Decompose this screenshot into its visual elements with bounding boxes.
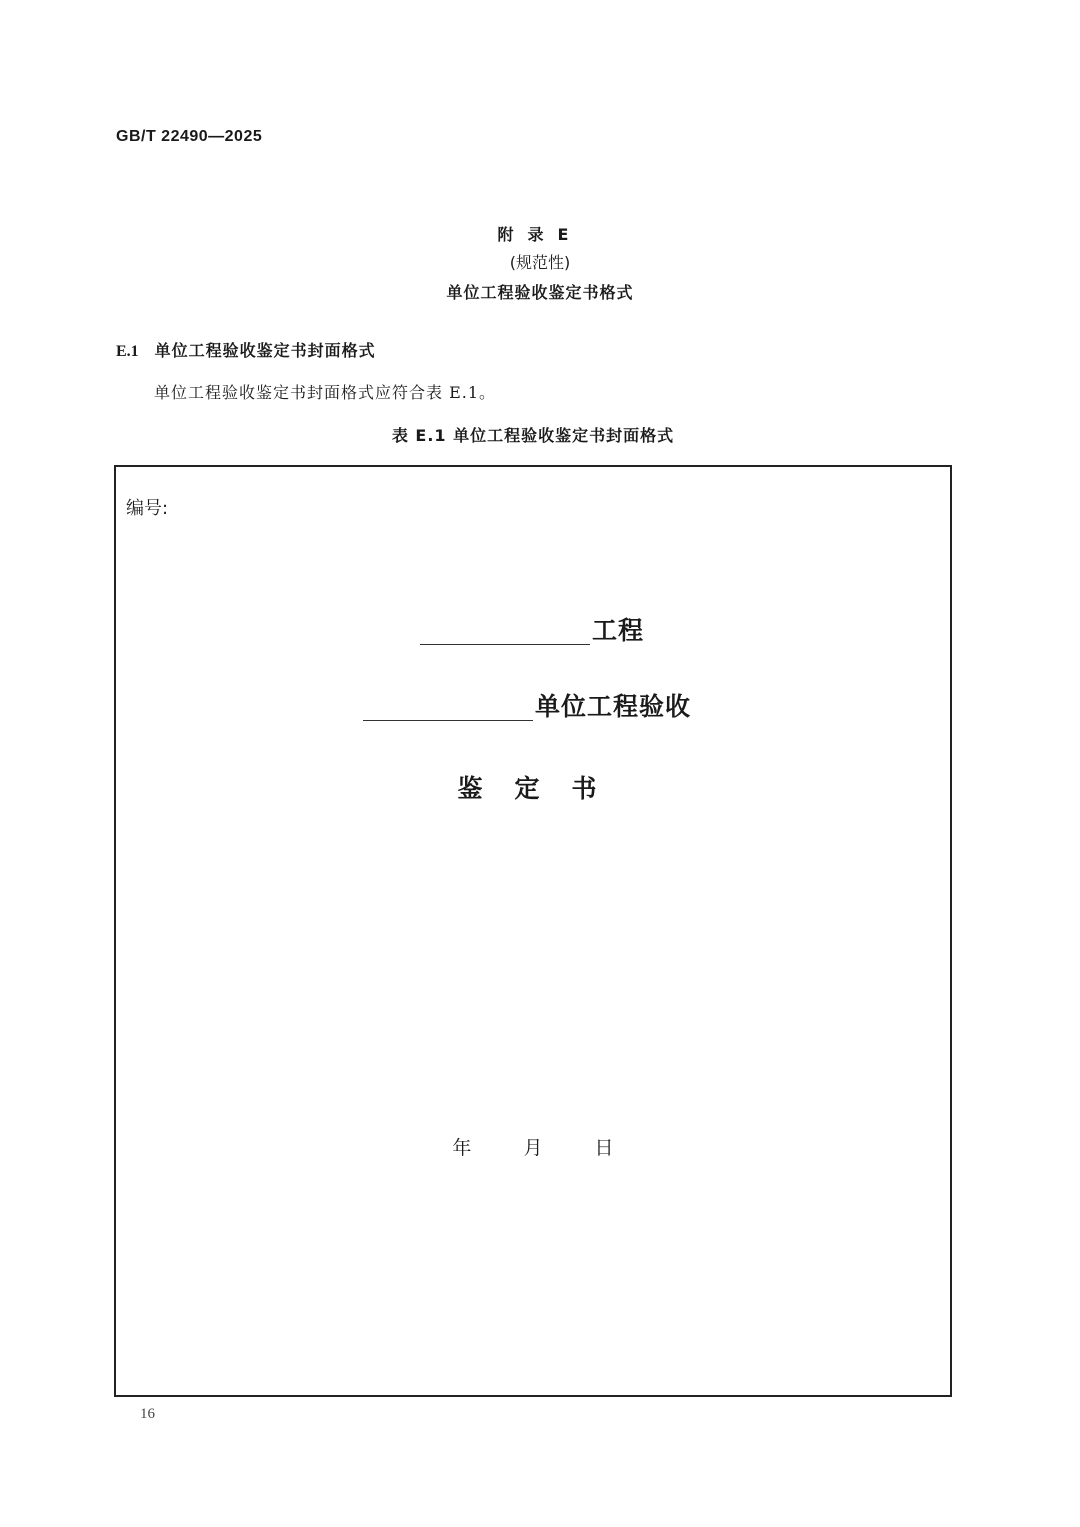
- table-caption: 表 E.1 单位工程验收鉴定书封面格式: [391, 426, 675, 445]
- unit-name-blank: [363, 698, 533, 721]
- date-day: 日: [594, 1137, 614, 1159]
- cover-format-box: [114, 465, 952, 1397]
- unit-name-row: [363, 693, 691, 721]
- standard-code: GB/T 22490—2025: [116, 128, 263, 145]
- project-name-blank: [420, 622, 590, 645]
- appendix-title: 附录E: [497, 225, 583, 244]
- section-number: E.1: [116, 343, 139, 360]
- serial-number-label: 编号:: [126, 498, 169, 519]
- section-heading: [116, 338, 376, 361]
- project-name-row: [420, 617, 644, 645]
- section-body-text: 单位工程验收鉴定书封面格式应符合表 E.1。: [154, 383, 497, 402]
- appendix-type: (规范性): [509, 253, 571, 272]
- appendix-name: 单位工程验收鉴定书格式: [446, 283, 634, 302]
- certificate-title: 鉴定书: [457, 774, 629, 803]
- page-number: 16: [140, 1406, 155, 1422]
- date-row: [116, 1133, 950, 1160]
- unit-suffix: 单位工程验收: [535, 692, 692, 721]
- section-title: 单位工程验收鉴定书封面格式: [154, 341, 376, 360]
- project-suffix: 工程: [592, 616, 645, 645]
- date-month: 月: [523, 1137, 543, 1159]
- date-year: 年: [452, 1137, 472, 1159]
